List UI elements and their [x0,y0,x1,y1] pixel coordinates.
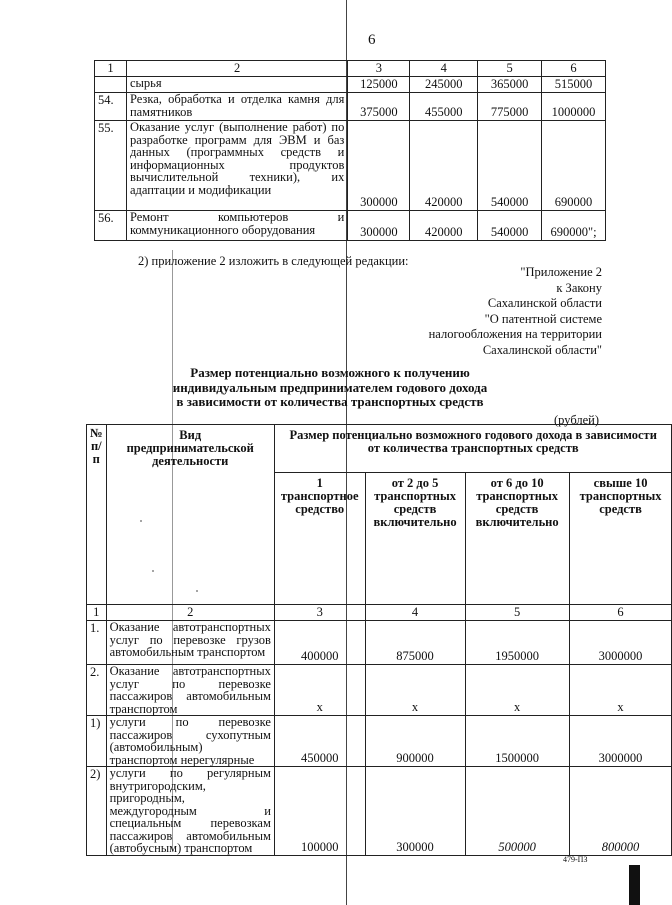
row-number: 2) [87,767,107,856]
table-header-row [95,61,606,77]
row-number: 54. [95,93,127,121]
value-col3: 300000 [348,121,410,211]
caption-line: налогообложения на территории [428,327,602,341]
value-col3: 375000 [348,93,410,121]
table-header-row [87,425,672,473]
row-number: 1. [87,621,107,665]
value-col3: 400000 [274,621,365,665]
value-col6: 690000 [542,121,606,211]
scan-speck [140,520,142,522]
col-index-6: 6 [542,61,606,77]
title-line: индивидуальным предпринимателем годового дохода [172,379,488,395]
value-col6: х [569,665,672,716]
title-line: Размер потенциально возможного к получению [190,365,470,380]
value-col5: 500000 [465,767,569,856]
table-row [87,767,672,856]
value-col4: 420000 [410,121,478,211]
value-col3: 125000 [348,77,410,93]
title-line: в зависимости от количества транспортных средств [176,394,484,409]
value-col3: 450000 [274,716,365,767]
value-col4: 245000 [410,77,478,93]
table-row [87,621,672,665]
value-col3: 100000 [274,767,365,856]
value-col5: х [465,665,569,716]
row-number: 55. [95,121,127,211]
table-row [95,121,606,211]
scan-speck [196,590,198,592]
table-row [95,211,606,241]
table-continuation [94,60,606,241]
page-number: 6 [368,32,376,48]
col-index-4: 4 [410,61,478,77]
value-col5: 1950000 [465,621,569,665]
header-number: № п/п [87,425,107,605]
scan-edge-mark [629,865,640,905]
header-col4: от 2 до 5 транспортных средств включительно [365,473,465,605]
header-col3: 1 транспортное средство [274,473,365,605]
col-index-5: 5 [478,61,542,77]
unit-label: (рублей) [554,413,600,427]
caption-line: "О патентной системе [484,311,602,326]
col-index-2: 2 [106,605,274,621]
value-col5: 1500000 [465,716,569,767]
col-index-1: 1 [95,61,127,77]
value-col4: 300000 [365,767,465,856]
appendix-caption [429,265,602,358]
caption-line: "Приложение 2 [520,265,602,279]
value-col6: 3000000 [569,716,672,767]
row-number: 2. [87,665,107,716]
col-index-5: 5 [465,605,569,621]
row-description: услуги по регулярным внутригородским, пригородным, междугородным и специальным перевозкам пассажиров автомобильным (автобусным) транспортом [106,767,274,856]
table-row [95,93,606,121]
table-row [87,665,672,716]
value-col6: 800000 [569,767,672,856]
scan-speck [152,570,154,572]
caption-line: Сахалинской области [487,296,602,310]
value-col5: 540000 [478,211,542,241]
row-number: 1) [87,716,107,767]
row-description: Резка, обработка и отделка камня для памятников [126,93,347,121]
value-col4: 875000 [365,621,465,665]
value-col4: 455000 [410,93,478,121]
value-col6: 690000"; [542,211,606,241]
value-col3: х [274,665,365,716]
document-code: 479-ПЗ [563,855,588,864]
amendment-text: 2) приложение 2 изложить в следующей редакции: [138,254,409,268]
col-index-3: 3 [274,605,365,621]
value-col5: 365000 [478,77,542,93]
row-description: Ремонт компьютеров и коммуникационного оборудования [126,211,347,241]
value-col6: 3000000 [569,621,672,665]
value-col4: 900000 [365,716,465,767]
row-description: Оказание услуг (выполнение работ) по разработке программ для ЭВМ и баз данных (программных средств и информационных продуктов вычислительной техники), их адаптации и модификации [126,121,347,211]
table-title [160,366,500,410]
value-col4: х [365,665,465,716]
transport-income-table [86,424,672,856]
value-col3: 300000 [348,211,410,241]
value-col5: 540000 [478,121,542,211]
header-activity: Вид предпринимательской деятельности [106,425,274,605]
table-row [95,77,606,93]
col-index-1: 1 [87,605,107,621]
header-col5: от 6 до 10 транспортных средств включительно [465,473,569,605]
row-description: сырья [126,77,347,93]
col-index-2: 2 [126,61,347,77]
table-row [87,716,672,767]
caption-line: к Закону [556,280,602,295]
row-description: Оказание автотранспортных услуг по перевозке пассажиров автомобильным транспортом [106,665,274,716]
value-col5: 775000 [478,93,542,121]
header-income: Размер потенциально возможного годового дохода в зависимости от количества транспортных средств [274,425,672,473]
value-col6: 1000000 [542,93,606,121]
caption-line: Сахалинской области" [482,342,602,357]
row-number: 56. [95,211,127,241]
col-index-6: 6 [569,605,672,621]
value-col4: 420000 [410,211,478,241]
header-col6: свыше 10 транспортных средств [569,473,672,605]
value-col6: 515000 [542,77,606,93]
col-index-3: 3 [348,61,410,77]
col-index-4: 4 [365,605,465,621]
row-description: Оказание автотранспортных услуг по перевозке грузов автомобильным транспортом [106,621,274,665]
table-index-row [87,605,672,621]
row-description: услуги по перевозке пассажиров сухопутным (автомобильным) транспортом нерегулярные [106,716,274,767]
row-number [95,77,127,93]
